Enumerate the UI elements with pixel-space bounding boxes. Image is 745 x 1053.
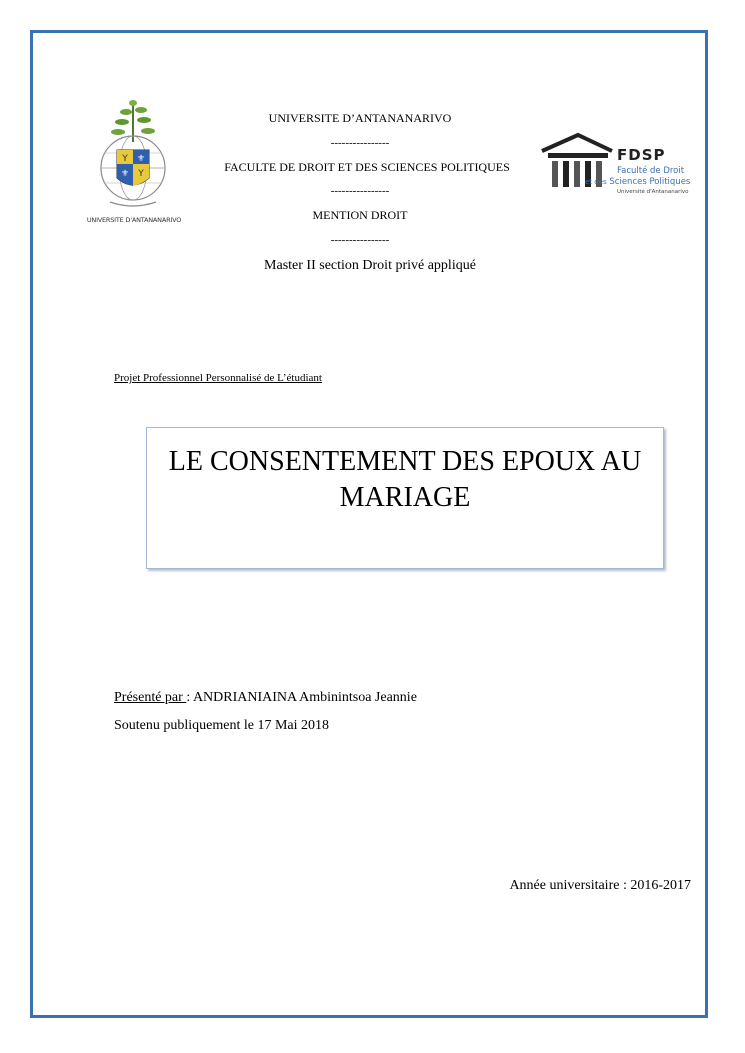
academic-year: Année universitaire : 2016-2017 (509, 878, 691, 893)
mention-name: MENTION DROIT (312, 208, 408, 222)
presenter-line (114, 690, 417, 706)
fdsp-line2-main: Sciences Politiques (609, 177, 691, 187)
separator-2: ---------------- (330, 185, 390, 197)
title-line-1: LE CONSENTEMENT DES EPOUX AU (168, 446, 642, 477)
fdsp-line2 (585, 177, 690, 187)
svg-text:Y: Y (138, 169, 144, 179)
svg-text:Y: Y (122, 154, 128, 164)
fdsp-acronym: FDSP (617, 146, 666, 164)
separator-1: ---------------- (330, 137, 390, 149)
presenter-label: Présenté par (114, 690, 187, 705)
program-name: Master II section Droit privé appliqué (264, 258, 476, 273)
title-line-2: MARIAGE (339, 482, 471, 513)
separator-3: ---------------- (330, 234, 390, 246)
fdsp-line3: Université d'Antananarivo (617, 189, 689, 195)
presenter-name: ANDRIANIAINA Ambinintsoa Jeannie (192, 690, 417, 705)
svg-text:⚜: ⚜ (136, 154, 146, 164)
university-logo (86, 98, 182, 228)
defense-date: Soutenu publiquement le 17 Mai 2018 (114, 718, 330, 733)
project-label: Projet Professionnel Personnalisé de L’étudiant (114, 372, 322, 384)
presenter-colon: : (186, 690, 193, 705)
university-logo-caption: UNIVERSITE D'ANTANANARIVO (86, 216, 182, 224)
university-name: UNIVERSITE D’ANTANANARIVO (268, 111, 452, 125)
fdsp-line2-prefix: et des (585, 178, 607, 186)
document-title (147, 444, 663, 516)
svg-text:⚜: ⚜ (120, 169, 130, 179)
title-box (146, 427, 664, 569)
fdsp-line1: Faculté de Droit (617, 166, 685, 176)
faculty-name: FACULTE DE DROIT ET DES SCIENCES POLITIQUES (224, 160, 510, 174)
